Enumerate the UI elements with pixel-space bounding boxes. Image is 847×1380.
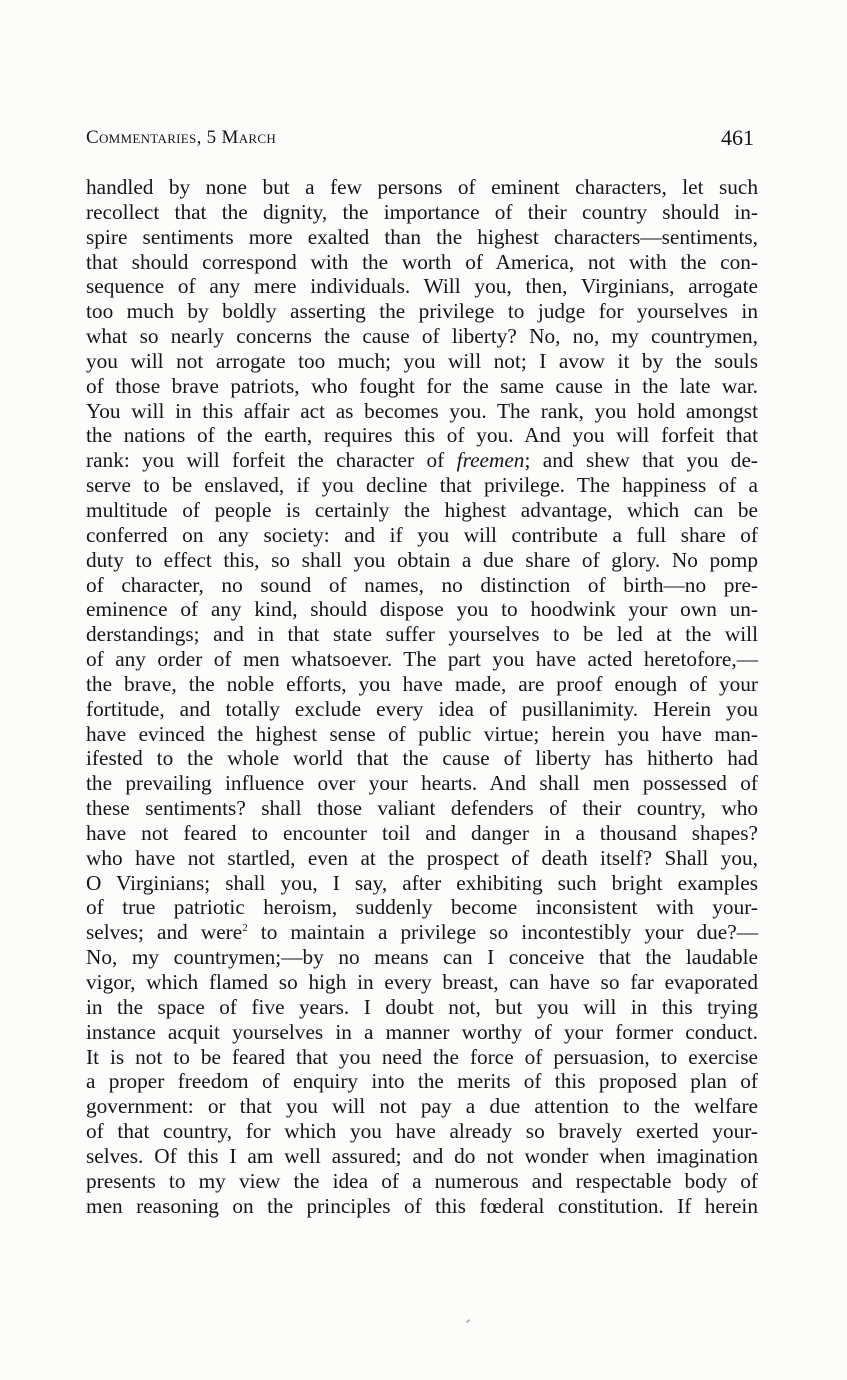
page-number: 461: [721, 125, 754, 150]
text-line: the brave, the noble efforts, you have made, are proof enough of your: [86, 671, 758, 696]
text-line: have evinced the highest sense of public virtue; herein you have man-: [86, 721, 758, 746]
italic-word: freemen: [456, 448, 525, 473]
text-line: the prevailing influence over your hearts. And shall men possessed of: [86, 771, 758, 796]
text-line: of that country, for which you have already so bravely exerted your-: [86, 1119, 758, 1144]
text-line: instance acquit yourselves in a manner worthy of your former conduct.: [86, 1019, 758, 1044]
text-line: who have not startled, even at the prospect of death itself? Shall you,: [86, 845, 758, 870]
text-line: that should correspond with the worth of America, not with the con-: [86, 249, 758, 274]
text-line: a proper freedom of enquiry into the merits of this proposed plan of: [86, 1069, 758, 1094]
text-line: presents to my view the idea of a numerous and respectable body of: [86, 1168, 758, 1193]
text-line: of those brave patriots, who fought for the same cause in the late war.: [86, 373, 758, 398]
text-line: men reasoning on the principles of this fœderal constitution. If herein: [86, 1193, 758, 1218]
text-line: government: or that you will not pay a due attention to the welfare: [86, 1094, 758, 1119]
text-line: duty to effect this, so shall you obtain a due share of glory. No pomp: [86, 547, 758, 572]
text-line: eminence of any kind, should dispose you to hoodwink your own un-: [86, 597, 758, 622]
text-line: recollect that the dignity, the importance of their country should in-: [86, 199, 758, 224]
text-line: in the space of five years. I doubt not, but you will in this trying: [86, 994, 758, 1019]
text-line: fortitude, and totally exclude every idea of pusillanimity. Herein you: [86, 696, 758, 721]
text-line: vigor, which flamed so high in every breast, can have so far evaporated: [86, 970, 758, 994]
text-line: selves. Of this I am well assured; and do not wonder when imagination: [86, 1143, 758, 1168]
text-line: of any order of men whatsoever. The part you have acted heretofore,—: [86, 647, 758, 672]
text-line: handled by none but a few persons of eminent characters, let such: [86, 175, 758, 199]
text-line: conferred on any society: and if you will contribute a full share of: [86, 522, 758, 547]
text-line: the nations of the earth, requires this of you. And you will forfeit that: [86, 423, 758, 448]
text-line: you will not arrogate too much; you will not; I avow it by the souls: [86, 348, 758, 373]
text-line-with-footnote: [86, 920, 758, 945]
running-head: [86, 127, 756, 153]
text-line: of character, no sound of names, no distinction of birth—no pre-: [86, 572, 758, 597]
text-line: ifested to the whole world that the cause of liberty has hitherto had: [86, 746, 758, 771]
text-segment: to maintain a privilege so incontestibly your due?—: [247, 920, 758, 945]
text-line: O Virginians; shall you, I say, after exhibiting such bright examples: [86, 870, 758, 895]
footnote-marker[interactable]: 2: [242, 922, 248, 935]
text-line: of true patriotic heroism, suddenly become inconsistent with your-: [86, 895, 758, 920]
text-line: these sentiments? shall those valiant defenders of their country, who: [86, 796, 758, 821]
text-line: multitude of people is certainly the highest advantage, which can be: [86, 497, 758, 522]
text-segment: selves; and were: [86, 920, 243, 945]
body-text: [86, 175, 758, 1218]
running-title: Commentaries, 5 March: [86, 127, 277, 148]
page-speck: [466, 1319, 470, 1323]
text-line: No, my countrymen;—by no means can I conceive that the laudable: [86, 945, 758, 970]
text-line: serve to be enslaved, if you decline that privilege. The happiness of a: [86, 473, 758, 498]
text-segment: ; and shew that you de-: [524, 448, 758, 473]
text-line: You will in this affair act as becomes you. The rank, you hold amongst: [86, 398, 758, 423]
text-line: sequence of any mere individuals. Will you, then, Virginians, arrogate: [86, 274, 758, 299]
text-line: too much by boldly asserting the privilege to judge for yourselves in: [86, 299, 758, 324]
text-line-with-italic: [86, 448, 758, 473]
text-line: derstandings; and in that state suffer yourselves to be led at the will: [86, 622, 758, 647]
text-line: what so nearly concerns the cause of liberty? No, no, my countrymen,: [86, 324, 758, 349]
text-line: spire sentiments more exalted than the highest characters—sentiments,: [86, 224, 758, 249]
text-line: It is not to be feared that you need the force of persuasion, to exercise: [86, 1044, 758, 1069]
text-line: have not feared to encounter toil and danger in a thousand shapes?: [86, 820, 758, 845]
text-segment: rank: you will forfeit the character of: [86, 448, 457, 473]
